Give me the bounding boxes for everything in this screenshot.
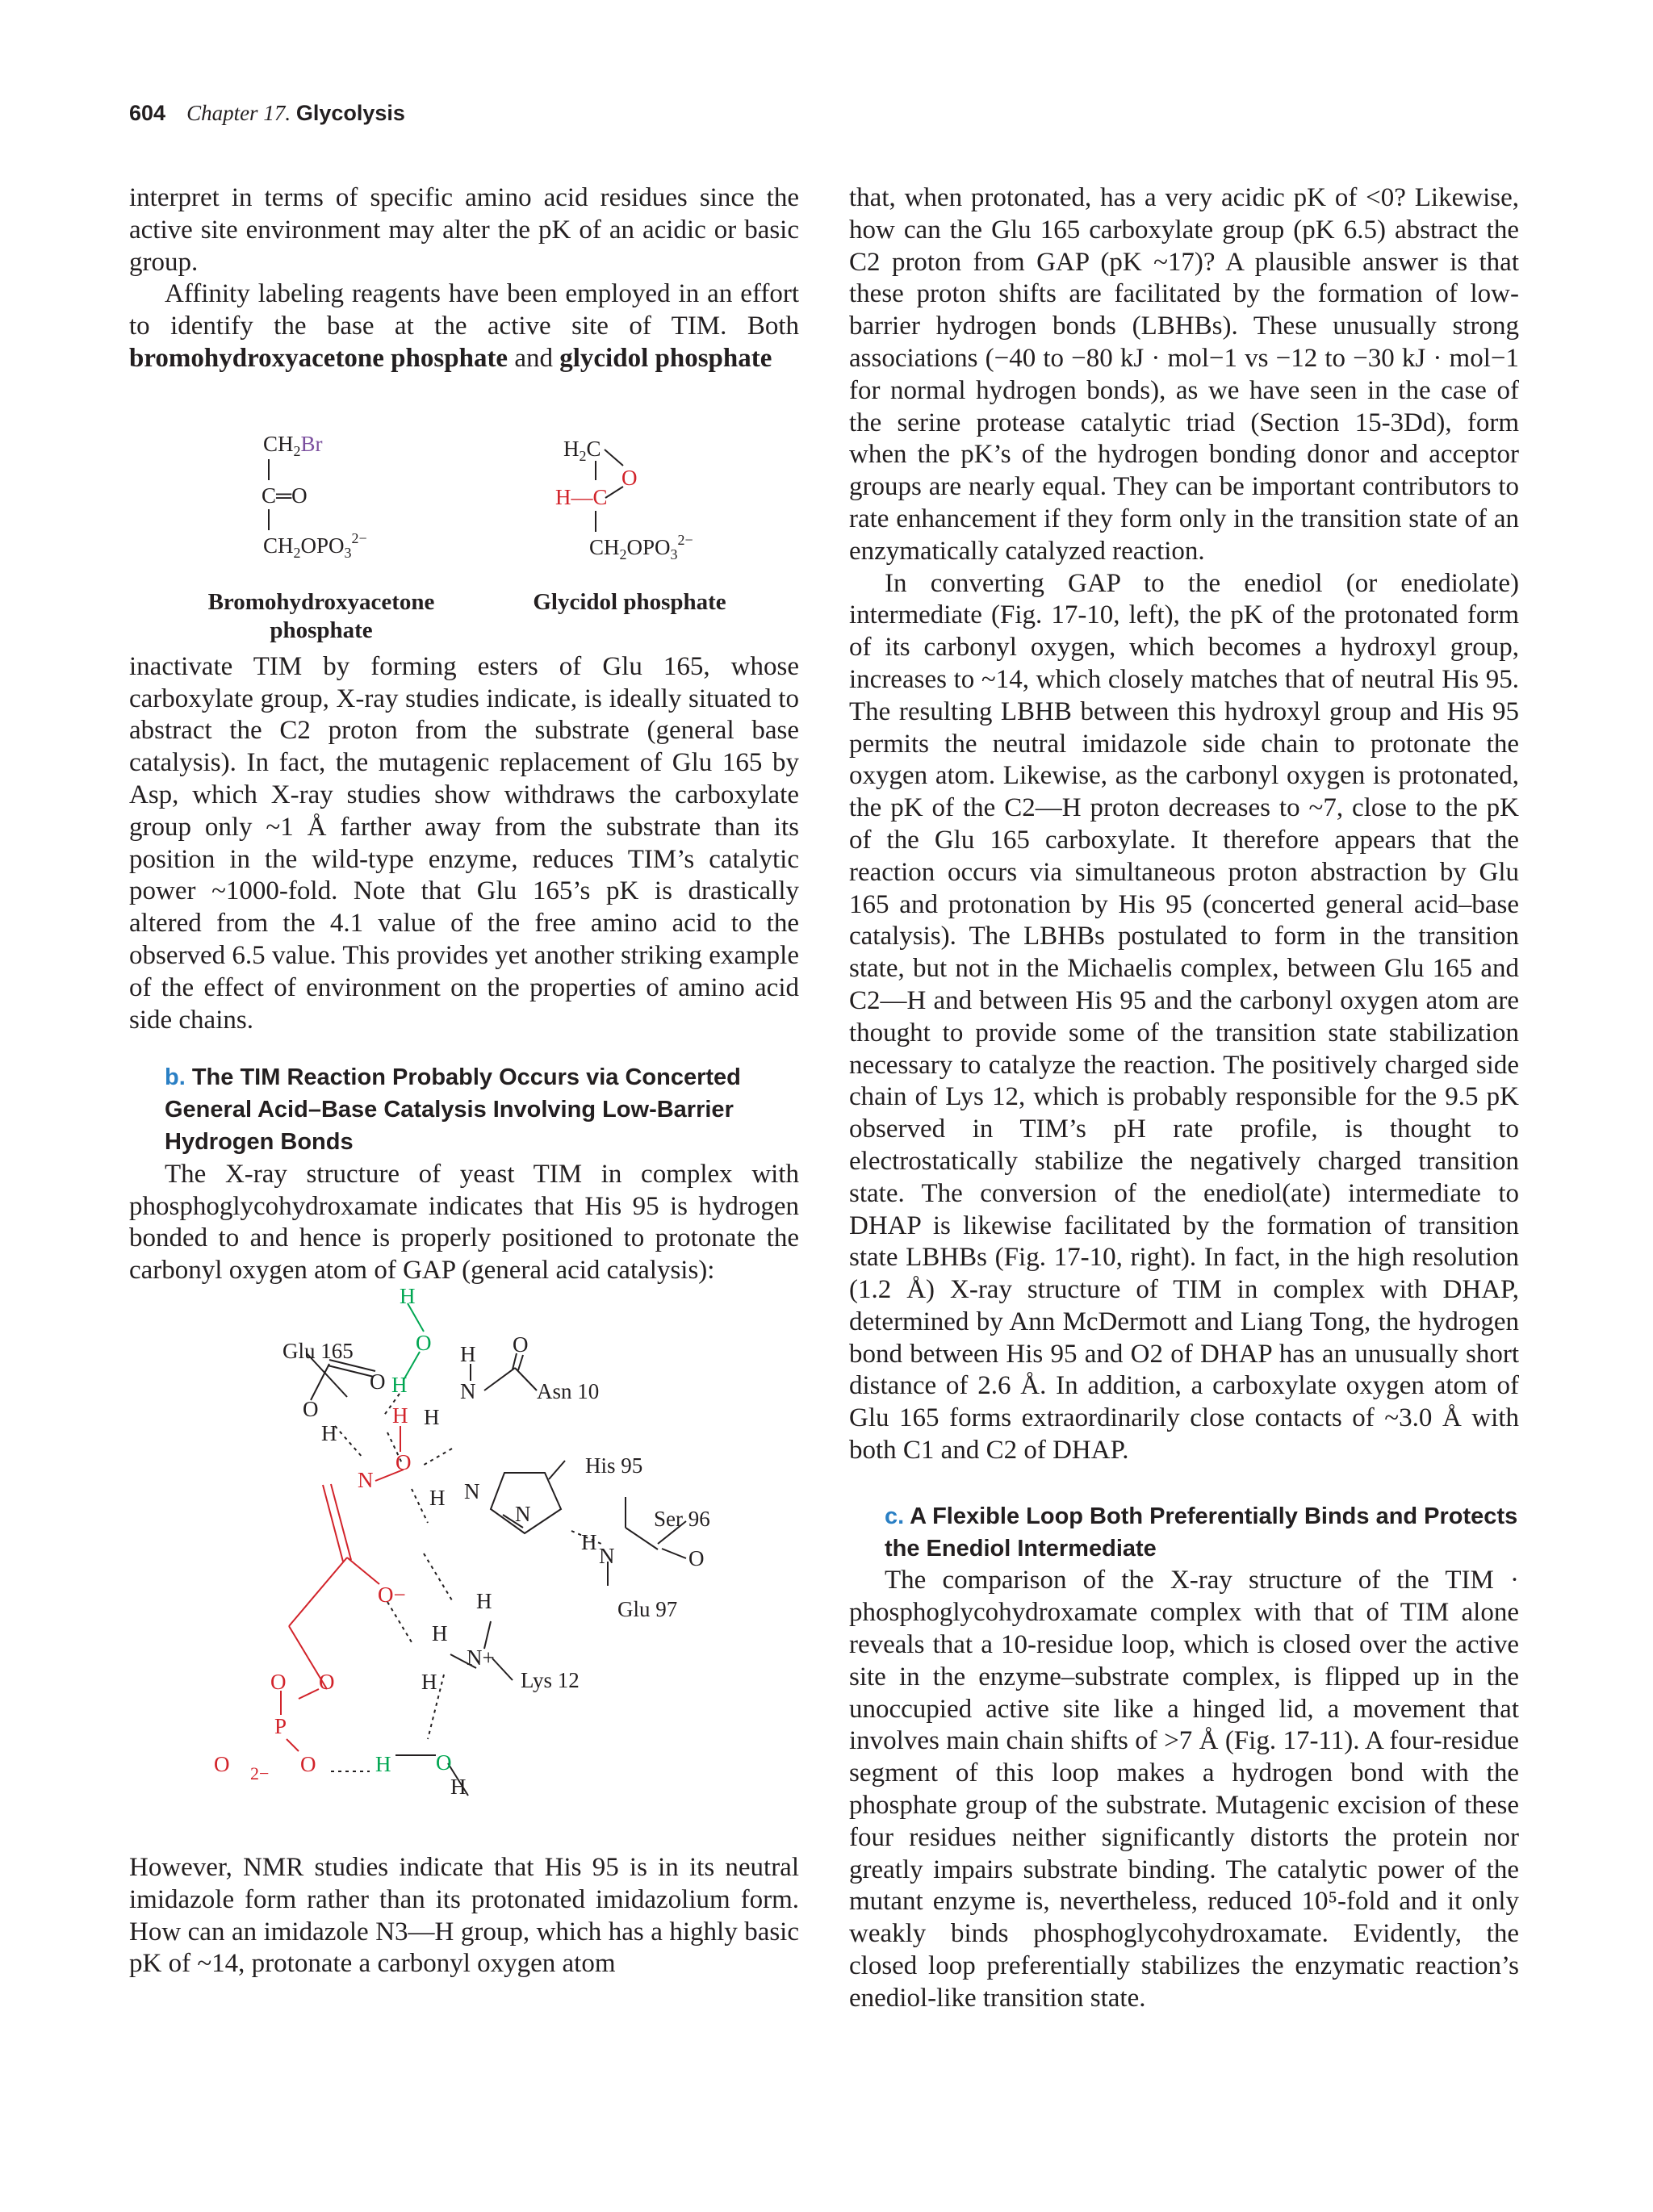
label-glu165: Glu 165 <box>282 1338 354 1363</box>
left-paragraph-2 <box>129 278 799 374</box>
atom-o-ser: O <box>688 1545 705 1570</box>
atom-h-water-top: H <box>400 1286 416 1308</box>
atom-h-ser: H <box>581 1529 597 1554</box>
left-paragraph-3: inactivate TIM by forming esters of Glu 165, whose carboxylate group, X-ray studies indicate, is ideally situated to abstract the C2 proton from the substrate (general base catalysis). In fact, the mutagenic replacement of Glu 165 by Asp, which X-ray studies show withdraws the carboxylate group only ~1 Å farther away from the substrate than its position in the wild-type enzyme, reduces TIM’s catalytic power ~1000-fold. Note that Glu 165’s pK is drastically altered from the 4.1 value of the free amino acid to the observed 6.5 value. This provides yet another striking example of the effect of environment on the properties of amino acid side chains. <box>129 651 799 1035</box>
atom-h-asn-top: H <box>460 1341 476 1366</box>
atom-o-substrate-top: O <box>395 1449 412 1474</box>
section-b-heading <box>129 1062 799 1158</box>
affinity-reagents-figure <box>129 375 799 650</box>
chapter-label: Chapter 17. <box>186 101 291 125</box>
label-his95: His 95 <box>585 1453 643 1478</box>
left-paragraph-1: interpret in terms of specific amino acid residues since the active site environment may alter the pK of an acidic or basic group. <box>129 183 799 277</box>
glycidol-phosphate-structure <box>533 437 726 615</box>
atom-h-water-mid: H <box>391 1372 408 1397</box>
atom-o-water-bottom: O <box>436 1750 452 1775</box>
mol2-line1: $H_2C$ <box>563 436 601 464</box>
atom-h-water-bottom: H <box>450 1774 467 1799</box>
mol1-line1: $CH_2Br$ <box>263 431 323 459</box>
chapter-title: Glycolysis <box>295 101 405 125</box>
atom-p: P <box>274 1713 287 1738</box>
page-number: 604 <box>129 101 166 125</box>
left-column <box>129 182 799 1980</box>
affinity-reagents-svg <box>129 375 799 650</box>
mol2-line2: H—C <box>555 484 608 509</box>
mol1-line2: C═O <box>262 483 308 508</box>
mol1-name-line2: phosphate <box>270 617 373 643</box>
atom-o-substrate-minus: O− <box>378 1582 406 1607</box>
section-c-letter: c. <box>885 1503 905 1529</box>
atom-n-substrate: N <box>358 1467 374 1492</box>
atom-o-phos-top: O <box>270 1669 287 1694</box>
mol2-name: Glycidol phosphate <box>533 588 726 615</box>
page-header <box>129 100 405 126</box>
section-c-title: A Flexible Loop Both Preferentially Binds and Protects the Enediol Intermediate <box>885 1503 1518 1562</box>
atom-o-phos-bottom: O <box>300 1751 316 1776</box>
atom-o-glu: O <box>303 1396 319 1421</box>
right-paragraph-1: that, when protonated, has a very acidic pK of <0? Likewise, how can the Glu 165 carboxylate group (pK 6.5) abstract the C2 proton from GAP (pK ~17)? A plausible answer is that these proton shifts are facilitated by the formation of low-barrier hydrogen bonds (LBHBs). These unusually strong associations (−40 to −80 kJ · mol−1 vs −12 to −30 kJ · mol−1 for normal hydrogen bonds), as we have seen in the case of the serine protease catalytic triad (Section 15-3Dd), form when the pK’s of the hydrogen bonding donor and acceptor groups are nearly equal. They can be important contributors to rate enhancement if they form only in the transition state of an enzymatically catalyzed reaction. <box>849 183 1519 566</box>
section-b-title: The TIM Reaction Probably Occurs via Concerted General Acid–Base Catalysis Involving Low-Barrier Hydrogen Bonds <box>165 1064 741 1155</box>
label-glu97: Glu 97 <box>617 1596 678 1621</box>
atom-h-glu: H <box>321 1420 337 1445</box>
label-asn10: Asn 10 <box>537 1378 600 1403</box>
left-paragraph-5: However, NMR studies indicate that His 95 is in its neutral imidazole form rather than its protonated imidazolium form. How can an imidazole N3—H group, which has a highly basic pK of ~14, protonate a carbonyl oxygen atom <box>129 1852 799 1979</box>
label-ser96: Ser 96 <box>654 1506 710 1531</box>
text-run: and <box>508 343 560 373</box>
mol1-name-line1: Bromohydroxyacetone <box>207 588 435 615</box>
left-paragraph-4: The X-ray structure of yeast TIM in complex with phosphoglycohydroxamate indicates that His 95 is hydrogen bonded to and hence is properly positioned to protonate the carbonyl oxygen atom of GAP (general acid catalysis): <box>129 1159 799 1286</box>
bromohydroxyacetone-structure <box>208 432 435 643</box>
atom-h-lys-left: H <box>432 1620 448 1645</box>
atom-n-lys: N+ <box>467 1645 495 1670</box>
atom-h-water-phos: H <box>375 1751 391 1776</box>
atom-o-phos-left: O <box>214 1751 230 1776</box>
atom-o-water-top: O <box>416 1330 432 1355</box>
mol2-line3: $CH_2OPO_3^{2-}$ <box>589 531 693 562</box>
atom-h-substrate: H <box>392 1403 408 1428</box>
term-glycidol: glycidol phosphate <box>559 343 772 373</box>
section-c-heading <box>849 1501 1519 1566</box>
atom-o-phos-right: O <box>319 1669 335 1694</box>
active-site-figure <box>129 1287 799 1852</box>
atom-n-his-1: N <box>464 1478 480 1503</box>
mol2-epoxide-oxygen: O <box>621 465 638 490</box>
right-column <box>849 182 1519 2015</box>
term-bromohydroxyacetone: bromohydroxyacetone phosphate <box>129 343 508 373</box>
atom-h-his: H <box>429 1485 446 1510</box>
atom-n-asn: N <box>460 1378 476 1403</box>
atom-n-ser: N <box>599 1543 615 1568</box>
atom-h-lys-bottom: H <box>421 1669 437 1694</box>
active-site-svg <box>129 1287 799 1852</box>
atom-n-his-3: N <box>515 1501 531 1526</box>
section-b-letter: b. <box>165 1064 186 1091</box>
atom-h-asn: H <box>424 1404 440 1429</box>
text-run: Affinity labeling reagents have been employed in an effort to identify the base at the active site of TIM. Both <box>129 279 799 341</box>
atom-o-asn: O <box>513 1332 529 1357</box>
phosphate-charge: 2− <box>250 1762 270 1783</box>
right-paragraph-3: The comparison of the X-ray structure of the TIM · phosphoglycohydroxamate complex with that of TIM alone reveals that a 10-residue loop, which is closed over the active site in the enzyme–substrate complex, is flipped up in the unoccupied active site like a hinged lid, a movement that involves main chain shifts of >7 Å (Fig. 17-11). A four-residue segment of this loop makes a hydrogen bond with the phosphate group of the substrate. Mutagenic excision of these four residues neither significantly distorts the protein nor greatly impairs substrate binding. The catalytic power of the mutant enzyme is, nevertheless, reduced 10⁵-fold and it only weakly binds phosphoglycohydroxamate. Evidently, the closed loop preferentially stabilizes the enzymatic reaction’s enediol-like transition state. <box>849 1566 1519 2013</box>
mol1-line3: $CH_2OPO_3^{2-}$ <box>263 529 367 561</box>
atom-o-glu-carbonyl: O <box>370 1369 386 1394</box>
right-paragraph-2: In converting GAP to the enediol (or enediolate) intermediate (Fig. 17-10, left), the pK of the protonated form of its carbonyl oxygen, which becomes a hydroxyl group, increases to ~14, which closely matches that of neutral His 95. The resulting LBHB between this hydroxyl group and His 95 permits the neutral imidazole side chain to protonate the oxygen atom. Likewise, as the carbonyl oxygen is protonated, the pK of the C2—H proton decreases to ~7, close to the pK of the Glu 165 carboxylate. It therefore appears that the reaction occurs via simultaneous proton abstraction by Glu 165 and protonation by His 95 (concerted general acid–base catalysis). The LBHBs postulated to form in the transition state, but not in the Michaelis complex, between Glu 165 and C2—H and between His 95 and the carbonyl oxygen atom are thought to provide some of the transition state stabilization necessary to catalyze the reaction. The positively charged side chain of Lys 12, which is probably responsible for the 9.5 pK observed in TIM’s pH rate profile, is thought to electrostatically stabilize the negatively charged transition state. The conversion of the enediol(ate) intermediate to DHAP is likewise facilitated by the formation of transition state LBHBs (Fig. 17-10, right). In fact, in the high resolution (1.2 Å) X-ray structure of TIM in complex with DHAP, determined by Ann McDermott and Liang Tong, the hydrogen bond between His 95 and O2 of DHAP has an unusually short distance of 2.6 Å. In addition, a carboxylate oxygen atom of Glu 165 forms extraordinarily close contacts of ~3.0 Å with both C1 and C2 of DHAP. <box>849 568 1519 1466</box>
atom-h-lys-top: H <box>476 1588 492 1613</box>
label-lys12: Lys 12 <box>521 1667 580 1692</box>
